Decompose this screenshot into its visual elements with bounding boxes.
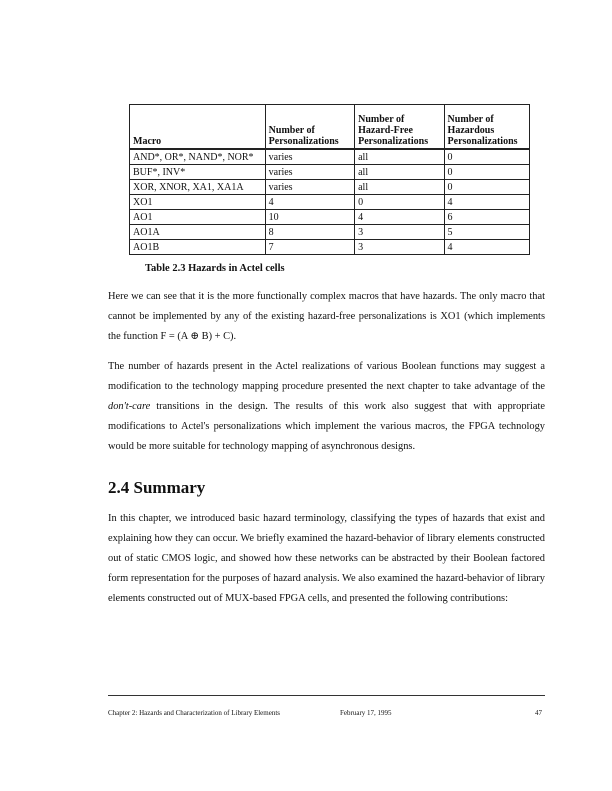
cell-personalizations: varies [265,149,354,165]
cell-personalizations: varies [265,180,354,195]
cell-personalizations: 10 [265,210,354,225]
cell-hazard-free: all [355,165,444,180]
header-num-personalizations: Number of Personalizations [265,105,354,150]
table-row [130,149,530,165]
paragraph-text: The number of hazards present in the Actel realizations of various Boolean functions may suggest a modification to the technology mapping procedure presented the next chapter to take advantage of the [108,361,545,392]
header-macro: Macro [130,105,266,150]
cell-hazardous: 0 [444,149,529,165]
cell-hazard-free: 4 [355,210,444,225]
table-row [130,165,530,180]
cell-personalizations: 8 [265,225,354,240]
section-heading: 2.4 Summary [108,478,206,497]
footer-chapter-title: Chapter 2: Hazards and Characterization of Library Elements [108,709,281,717]
cell-hazard-free: 0 [355,195,444,210]
header-hazardous: Number of Hazardous Personalizations [444,105,529,150]
cell-macro: AND*, OR*, NAND*, NOR* [130,149,266,165]
cell-hazardous: 4 [444,240,529,255]
body-paragraph-3: In this chapter, we introduced basic hazard terminology, classifying the types of hazards that exist and explaining how they can occur. We briefly examined the hazard-behavior of library elements constructed out of static CMOS logic, and showed how these networks can be abstracted by their Boolean factored form representation for the purposes of hazard analysis. We also examined the hazard-behavior of library elements constructed out of MUX-based FPGA cells, and presented the following contributions: [108,513,545,604]
cell-macro: BUF*, INV* [130,165,266,180]
table-body [130,149,530,255]
table-row [130,195,530,210]
table-caption: Table 2.3 Hazards in Actel cells [145,263,285,274]
table-row [130,210,530,225]
cell-macro: XO1 [130,195,266,210]
footer-divider [108,695,545,696]
cell-personalizations: varies [265,165,354,180]
cell-macro: AO1 [130,210,266,225]
emphasis-text: don't-care [108,401,151,412]
cell-macro: AO1B [130,240,266,255]
cell-personalizations: 7 [265,240,354,255]
paragraph-text: transitions in the design. The results of this work also suggest that with appropriate modifications to Actel's personalizations which implement the various macros, the FPGA technology would be more suitable for technology mapping of asynchronous designs. [108,401,545,452]
header-hazard-free: Number of Hazard-Free Personalizations [355,105,444,150]
cell-hazard-free: 3 [355,240,444,255]
cell-hazardous: 0 [444,180,529,195]
table-row [130,225,530,240]
footer-page-number: 47 [535,709,542,717]
cell-hazard-free: 3 [355,225,444,240]
footer-date: February 17, 1995 [340,709,392,717]
body-paragraph-1: Here we can see that it is the more functionally complex macros that have hazards. The only macro that cannot be implemented by any of the existing hazard-free personalizations is XO1 (which implements the function F = (A ⊕ B) + C). [108,291,545,342]
cell-personalizations: 4 [265,195,354,210]
table-header-row [130,105,530,150]
cell-hazardous: 5 [444,225,529,240]
cell-hazardous: 6 [444,210,529,225]
cell-hazard-free: all [355,180,444,195]
hazards-table [129,104,530,255]
table-row [130,180,530,195]
body-paragraph-2 [108,357,545,457]
cell-hazard-free: all [355,149,444,165]
cell-hazardous: 4 [444,195,529,210]
cell-macro: AO1A [130,225,266,240]
cell-macro: XOR, XNOR, XA1, XA1A [130,180,266,195]
cell-hazardous: 0 [444,165,529,180]
table-row [130,240,530,255]
